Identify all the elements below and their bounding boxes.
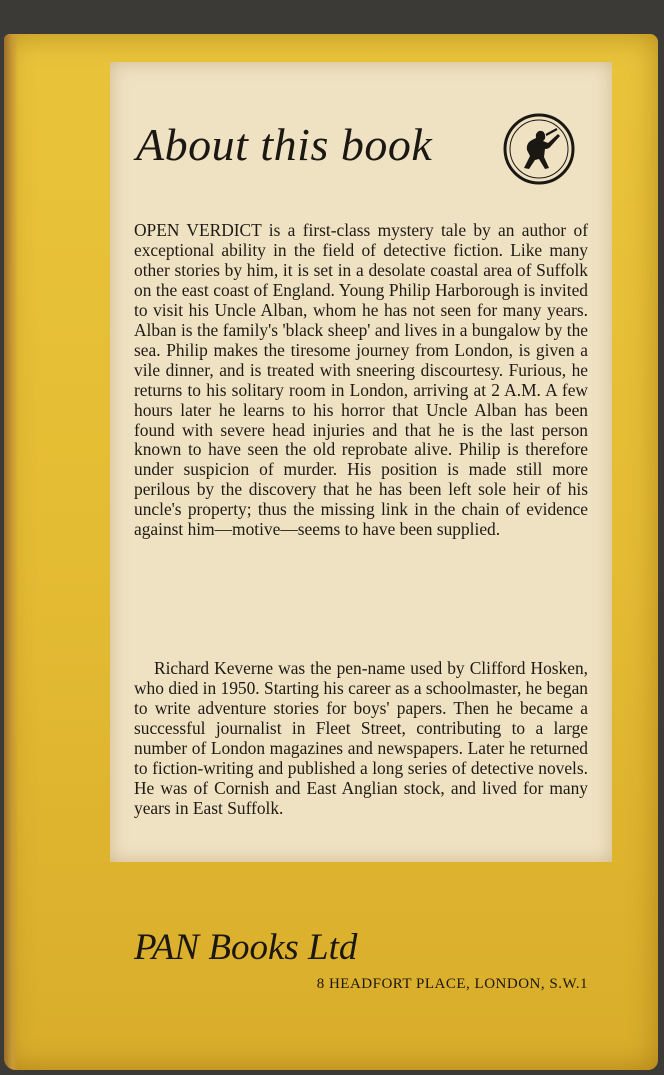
author-biography: Richard Keverne was the pen-name used by Clifford Hosken, who died in 1950. Starting his career as a schoolmaster, he began to write adventure stories for boys' papers. Then he became a successful journalist in Fleet Street, contributing to a large number of London magazines and newspapers. Later he returned to fiction-writing and published a long series of detective novels. He was of Cornish and East Anglian stock, and lived for many years in East Suffolk.	[134, 658, 588, 818]
publisher-name: PAN Books Ltd	[134, 927, 358, 968]
page-title: About this book	[136, 119, 433, 170]
book-synopsis: OPEN VERDICT is a first-class mystery tale by an author of exceptional ability in the field of detective fiction. Like many other stories by him, it is set in a desolate coastal area of Suffolk on the east coast of England. Young Philip Harborough is invited to visit his Uncle Alban, whom he has not seen for many years. Alban is the family's 'black sheep' and lives in a bungalow by the sea. Philip makes the tiresome journey from London, is given a vile dinner, and is treated with sneering discourtesy. Furious, he returns to his solitary room in London, arriving at 2 A.M. A few hours later he learns to his horror that Uncle Alban has been found with severe head injuries and that he is the last person known to have seen the old reprobate alive. Philip is therefore under suspicion of murder. His position is made still more perilous by the discovery that he has been left sole heir of his uncle's property; thus the missing link in the chain of evidence against him—motive—seems to have been supplied.	[134, 220, 588, 540]
publisher-address: 8 HEADFORT PLACE, LONDON, S.W.1	[316, 976, 588, 992]
pan-piper-logo-icon	[502, 112, 576, 186]
